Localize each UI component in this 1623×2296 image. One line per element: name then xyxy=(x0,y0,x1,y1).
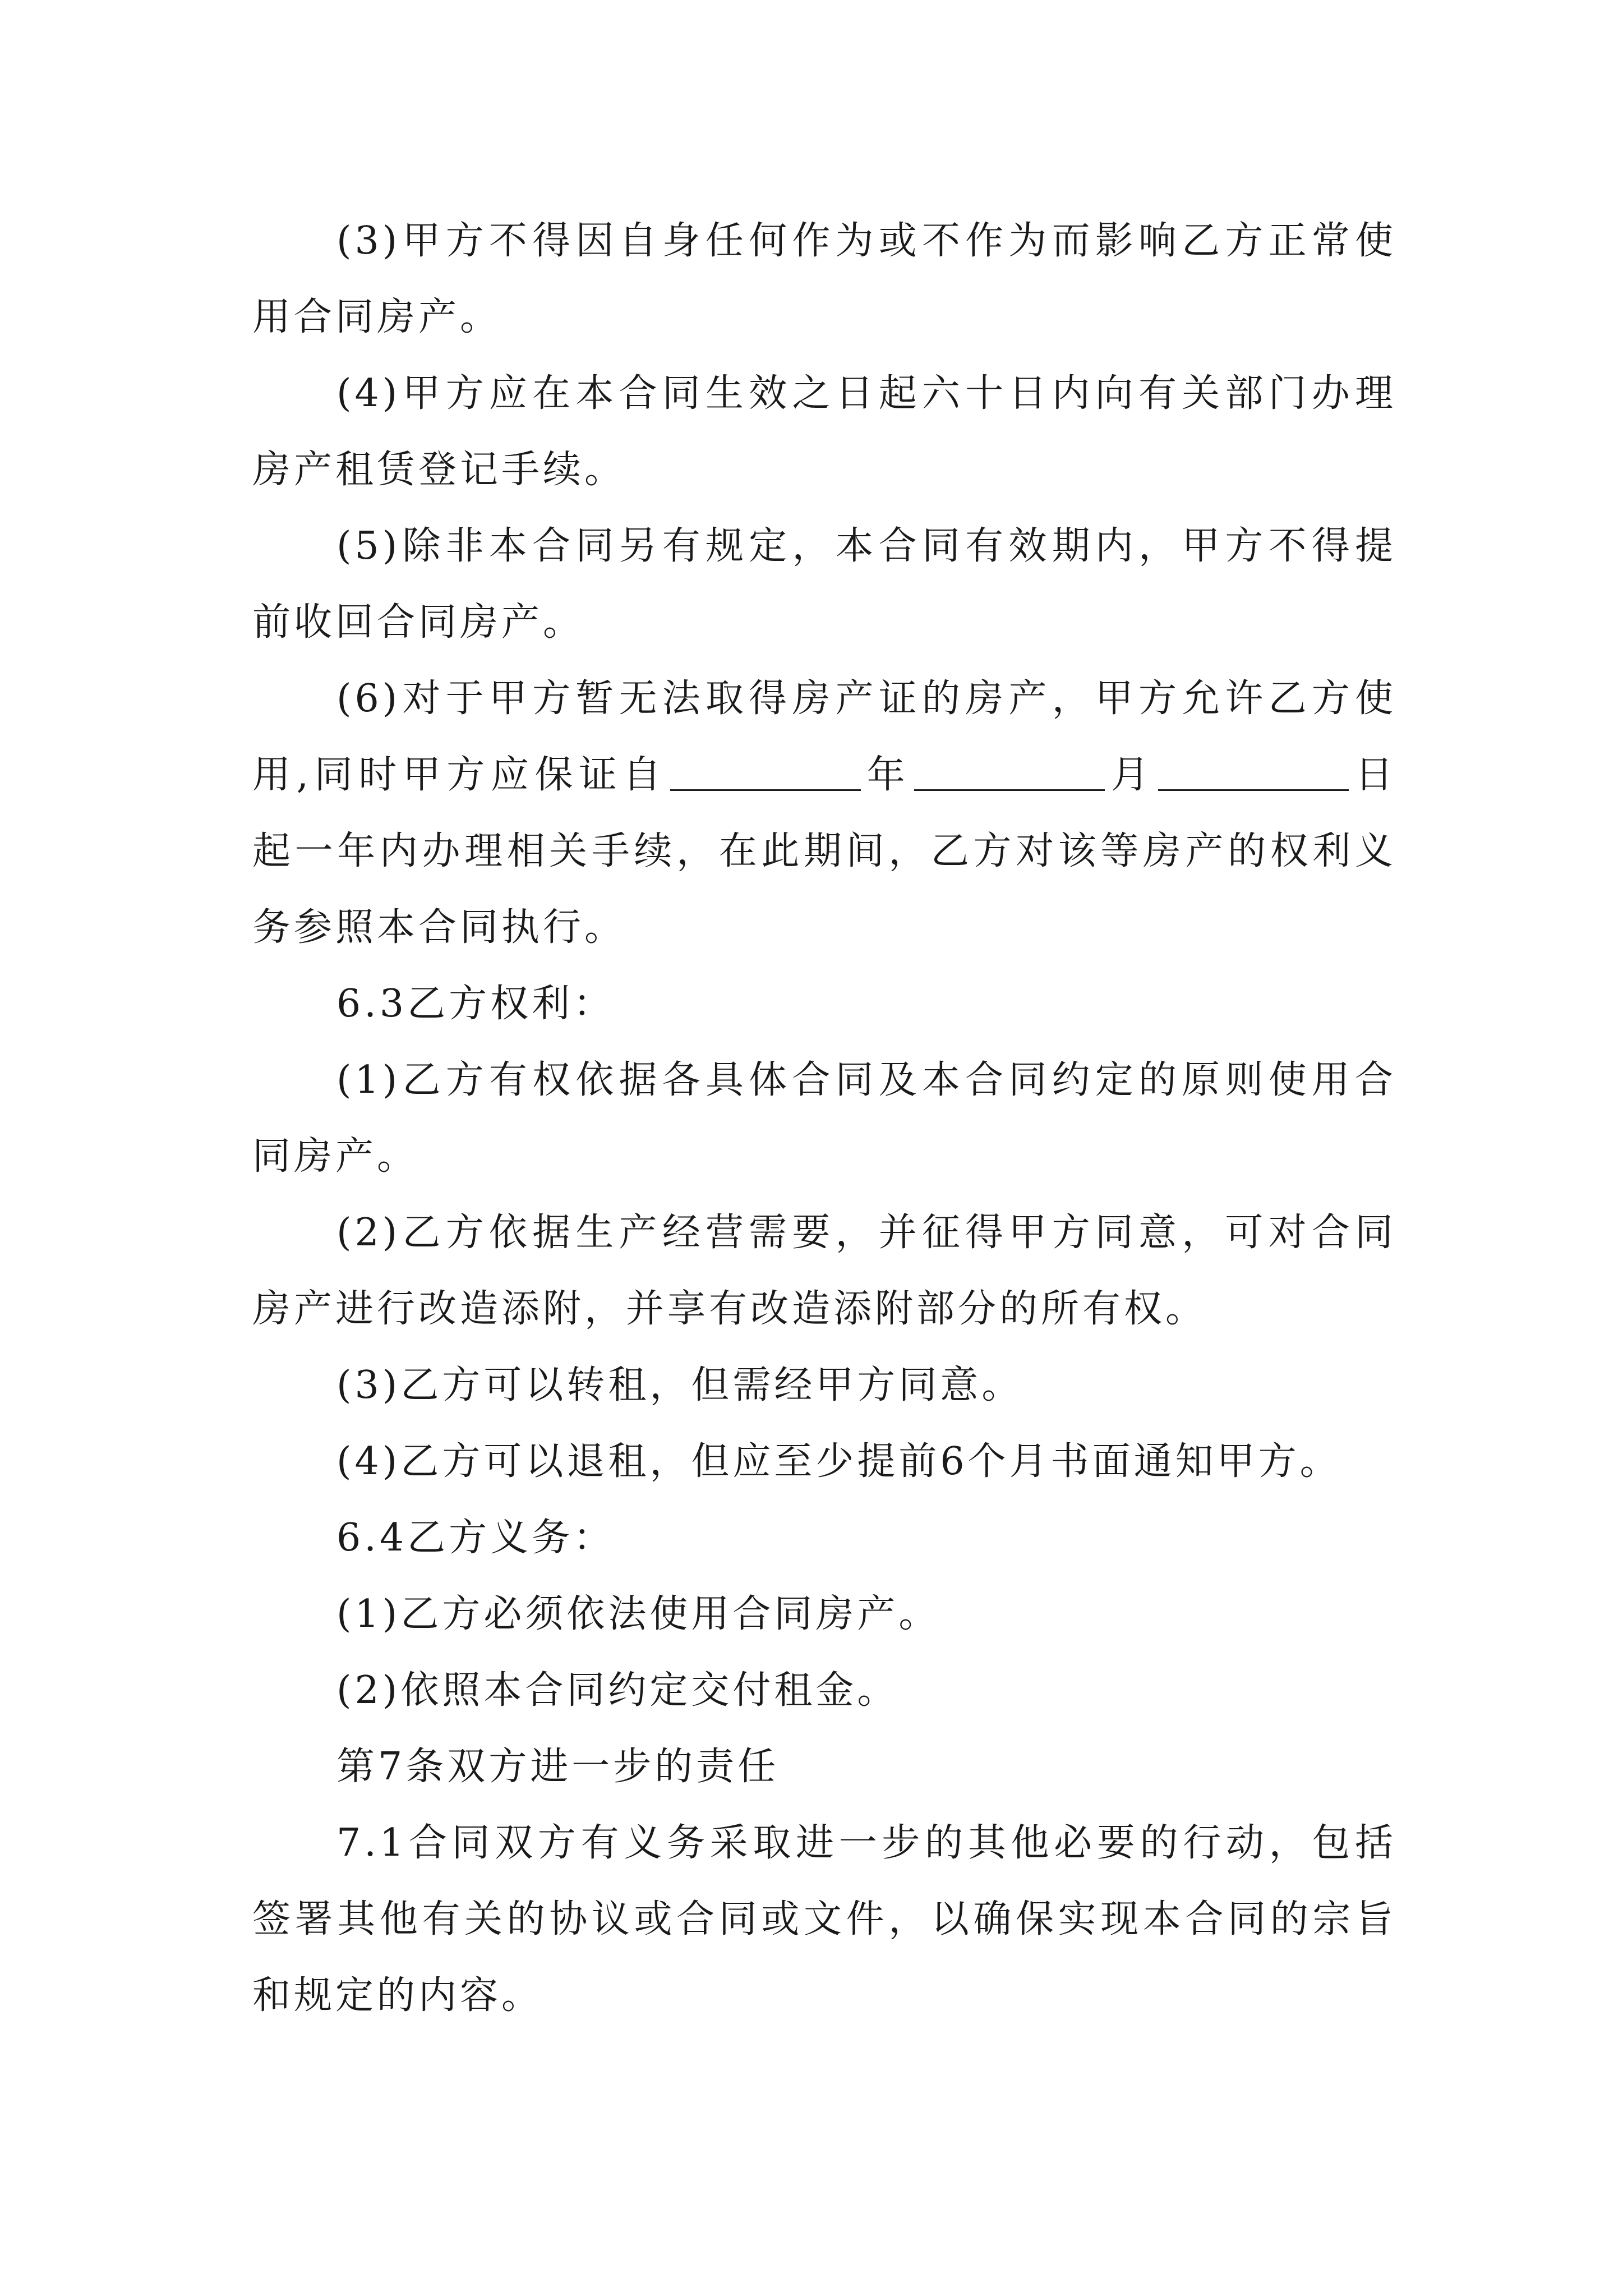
clause-party-a-3: (3)甲方不得因自身任何作为或不作为而影响乙方正常使用合同房产。 xyxy=(252,219,1396,339)
clause-party-a-6 xyxy=(252,661,1396,966)
clause-party-b-duty-2: (2)依照本合同约定交付租金。 xyxy=(336,1668,899,1713)
clause-party-a-4: (4)甲方应在本合同生效之日起六十日内向有关部门办理房产租赁登记手续。 xyxy=(252,371,1396,492)
clause-party-b-rights-1: (1)乙方有权依据各具体合同及本合同约定的原则使用合同房产。 xyxy=(252,1058,1396,1179)
clause-party-a-5: (5)除非本合同另有规定，本合同有效期内，甲方不得提前收回合同房产。 xyxy=(252,524,1396,645)
clause-party-b-rights-3: (3)乙方可以转租，但需经甲方同意。 xyxy=(336,1363,1023,1407)
clause-party-b-rights-2: (2)乙方依据生产经营需要，并征得甲方同意，可对合同房产进行改造添附，并享有改造添附部分的所有权。 xyxy=(252,1211,1396,1331)
year-blank-line xyxy=(670,744,861,791)
clause-party-a-6-part4: 日起一年内办理相关手续，在此期间，乙方对该等房产的权利义务参照本合同执行。 xyxy=(252,753,1396,950)
section-heading-6-3: 6.3乙方权利： xyxy=(336,982,615,1026)
clause-7-1: 7.1合同双方有义务采取进一步的其他必要的行动，包括签署其他有关的协议或合同或文件，以确保实现本合同的宗旨和规定的内容。 xyxy=(252,1821,1396,2018)
article-heading-7: 第7条双方进一步的责任 xyxy=(336,1745,780,1789)
clause-party-b-rights-4: (4)乙方可以退租，但应至少提前6个月书面通知甲方。 xyxy=(336,1439,1341,1484)
clause-party-b-duty-1: (1)乙方必须依法使用合同房产。 xyxy=(336,1592,940,1636)
day-blank-line xyxy=(1158,744,1349,791)
clause-party-a-6-month-label: 月 xyxy=(1108,753,1155,797)
month-blank-line xyxy=(914,744,1105,791)
clause-party-a-6-year-label: 年 xyxy=(864,753,911,797)
document-body xyxy=(252,203,1396,2034)
section-heading-6-4: 6.4乙方义务： xyxy=(336,1516,615,1560)
clause-party-a-6-part1: (6)对于甲方暂无法取得房产证的房产，甲方允许乙方使用,同时甲方应保证自 xyxy=(252,677,1396,797)
